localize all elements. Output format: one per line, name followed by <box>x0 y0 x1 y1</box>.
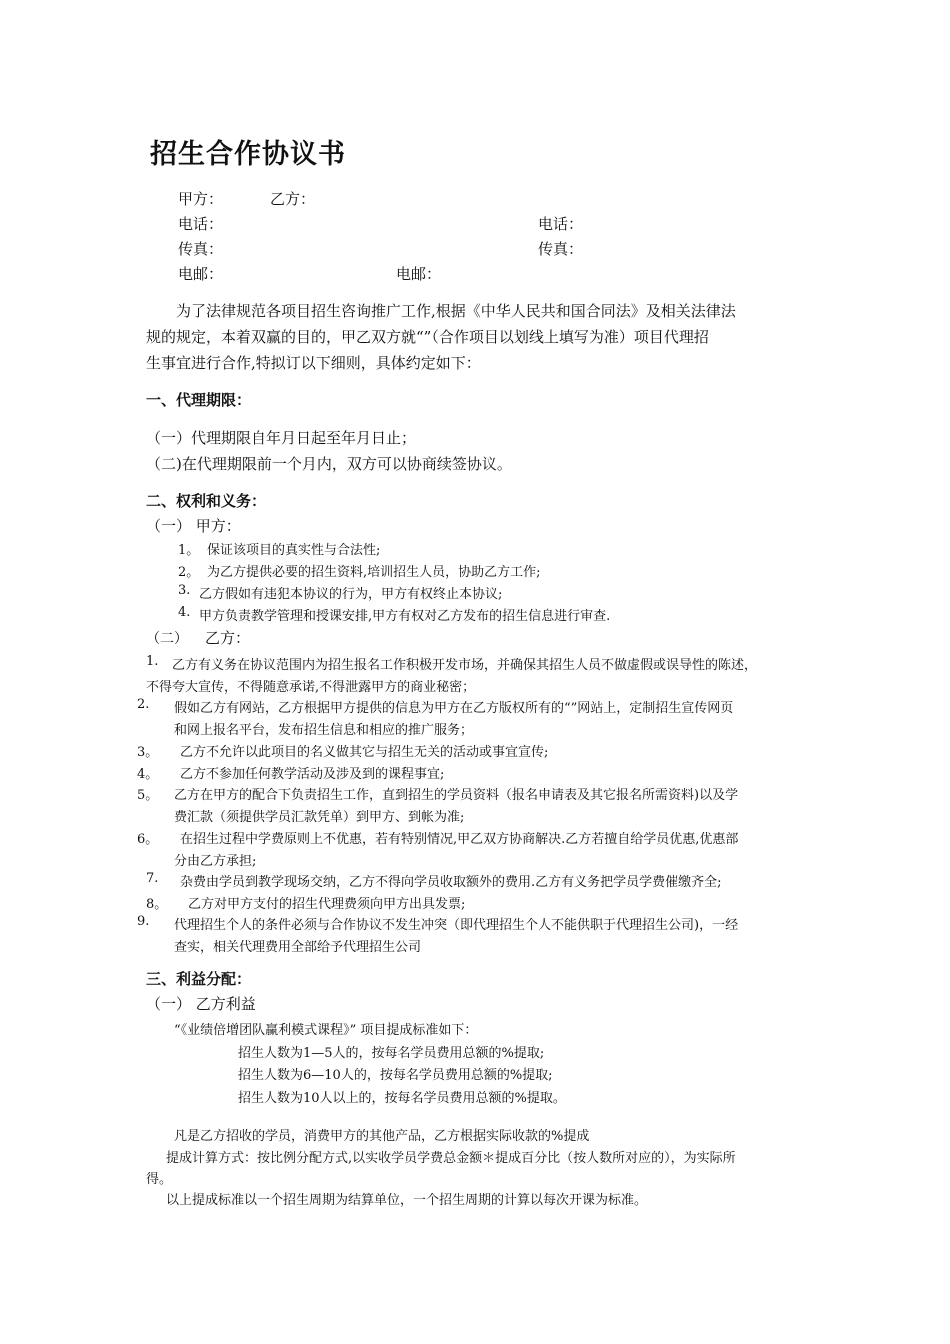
fax-label-a: 传真： <box>178 240 224 258</box>
party-b-duty-line: 杂费由学员到教学现场交纳，乙方不得向学员收取额外的费用.乙方有义务把学员学费催缴齐全; <box>180 875 722 890</box>
party-b-duty-num: 6。 <box>137 832 159 847</box>
intro-line-2: 规的规定，本着双赢的目的，甲乙双方就“”（合作项目以划线上填写为准）项目代理招 <box>146 328 709 346</box>
party-b-duty-line: 在招生过程中学费原则上不优惠，若有特别情况,甲乙双方协商解决.乙方若擅自给学员优惠,优惠部 <box>180 832 739 847</box>
phone-label-a: 电话： <box>178 215 224 233</box>
party-b-duties-label: 乙方： <box>205 629 251 647</box>
section-1-item-2: （二)在代理期限前一个月内，双方可以协商续签协议。 <box>146 455 512 473</box>
party-b-duty-num: 5。 <box>137 788 159 803</box>
section-2-heading: 二、权利和义务： <box>146 492 267 510</box>
party-a-label: 甲方： <box>178 190 224 208</box>
party-b-duty-num: 1. <box>146 654 159 669</box>
calc-method-line-2: 得。 <box>146 1172 173 1187</box>
party-b-label: 乙方： <box>270 190 316 208</box>
party-a-duty-num: 4. <box>178 605 191 620</box>
party-b-benefit-label: （一） 乙方利益 <box>146 995 256 1013</box>
commission-tier: 招生人数为10人以上的，按每名学员费用总额的%提取。 <box>238 1091 566 1106</box>
party-b-duty-line: 查实，相关代理费用全部给予代理招生公司 <box>174 940 422 955</box>
party-b-duty-line: 和网上报名平台，发布招生信息和相应的推广服务； <box>174 723 474 738</box>
party-b-duty-line: 乙方有义务在协议范围内为招生报名工作积极开发市场，并确保其招生人员不做虚假或误导性的陈述， <box>172 658 758 673</box>
other-products-line: 凡是乙方招收的学员，消费甲方的其他产品，乙方根据实际收款的%提成 <box>174 1129 590 1144</box>
party-a-duty-num: 2。 <box>178 565 200 580</box>
party-b-duty-line: 不得夸大宣传，不得随意承诺,不得泄露甲方的商业秘密； <box>146 680 476 695</box>
party-b-duty-line: 代理招生个人的条件必须与合作协议不发生冲突（即代理招生个人不能供职于代理招生公司)，一经 <box>174 918 739 933</box>
party-b-duty-num: 4。 <box>137 767 159 782</box>
intro-line-3: 生事宜进行合作,特拟订以下细则，具体约定如下： <box>146 354 481 372</box>
party-b-duty-line: 乙方对甲方支付的招生代理费须向甲方出具发票; <box>188 897 466 912</box>
intro-line-1: 为了法律规范各项目招生咨询推广工作,根据《中华人民共和国合同法》及相关法律法 <box>176 302 736 320</box>
party-b-duties-num: （二） <box>146 631 188 647</box>
party-a-duty-num: 3. <box>178 583 191 598</box>
party-b-duty-num: 2. <box>137 697 150 712</box>
party-b-duty-line: 分由乙方承担; <box>174 854 257 869</box>
party-a-duty-text: 乙方假如有违犯本协议的行为，甲方有权终止本协议; <box>199 587 503 602</box>
commission-tier: 招生人数为6—10人的，按每名学员费用总额的%提取; <box>238 1068 553 1083</box>
section-1-item-1: （一）代理期限自年月日起至年月日止； <box>146 429 417 447</box>
party-b-duty-line: 乙方不允许以此项目的名义做其它与招生无关的活动或事宜宣传; <box>180 745 549 760</box>
party-b-duty-line: 费汇款（须提供学员汇款凭单）到甲方、到帐为准; <box>174 810 465 825</box>
settlement-period-line: 以上提成标准以一个招生周期为结算单位，一个招生周期的计算以每次开课为标准。 <box>166 1193 648 1208</box>
party-b-duty-num: 7. <box>146 871 159 886</box>
party-a-duties-label: （一） 甲方： <box>146 517 241 535</box>
party-b-duty-line: 假如乙方有网站，乙方根据甲方提供的信息为甲方在乙方版权所有的“”网站上，定制招生宣传网页 <box>174 701 734 716</box>
party-b-duty-line: 乙方不参加任何教学活动及涉及到的课程事宜; <box>180 767 445 782</box>
party-a-duty-text: 为乙方提供必要的招生资料,培训招生人员，协助乙方工作; <box>207 565 541 580</box>
party-b-duty-num: 3。 <box>137 745 159 760</box>
party-a-duty-num: 1。 <box>178 543 200 558</box>
commission-tier: 招生人数为1—5人的，按每名学员费用总额的%提取; <box>238 1046 545 1061</box>
document-title: 招生合作协议书 <box>150 139 346 170</box>
fax-label-b: 传真： <box>538 240 584 258</box>
party-a-duty-text: 甲方负责教学管理和授课安排,甲方有权对乙方发布的招生信息进行审查. <box>199 609 611 624</box>
calc-method-line-1: 提成计算方式：按比例分配方式,以实收学员学费总金额＊提成百分比（按人数所对应的），为实际所 <box>166 1151 736 1166</box>
phone-label-b: 电话： <box>538 215 584 233</box>
party-b-duty-num: 8。 <box>146 897 168 912</box>
party-a-duty-text: 保证该项目的真实性与合法性; <box>207 543 381 558</box>
section-3-heading: 三、利益分配： <box>146 970 252 988</box>
party-b-duty-line: 乙方在甲方的配合下负责招生工作，直到招生的学员资料（报名申请表及其它报名所需资料)以及学 <box>174 788 739 803</box>
email-label-b: 电邮： <box>396 265 442 283</box>
course-commission-line: “《业绩倍增团队赢利模式课程》” 项目提成标准如下： <box>174 1023 478 1038</box>
email-label-a: 电邮： <box>178 265 224 283</box>
section-1-heading: 一、代理期限： <box>146 391 252 409</box>
party-b-duty-num: 9. <box>137 914 150 929</box>
